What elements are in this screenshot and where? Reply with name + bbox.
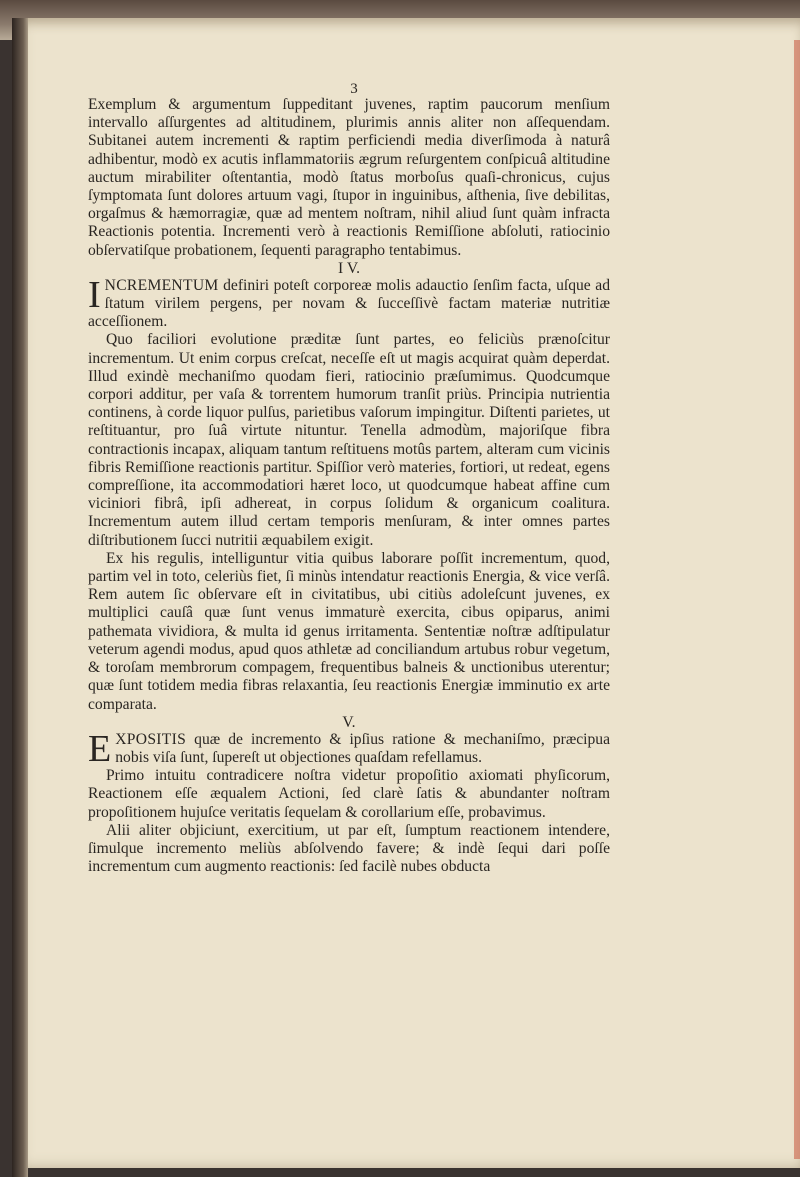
section-heading-v: V. xyxy=(342,713,356,731)
section-v-paragraph-2: Primo intuitu contradicere noſtra videtur propoſitio axiomati phyſicorum, Reactionem eſſe æqualem Actioni, ſed clarè ſatis & abundanter noſtram propoſitionem hujuſce veritatis ſequelam & corollarium eſſe, probavimus. xyxy=(88,767,610,821)
section-v-paragraph-1-text: quæ de incremento & ipſius ratione & mechaniſmo, præcipua nobis viſa ſunt, ſupereſt ut objectiones quaſdam refellamus. xyxy=(115,730,610,766)
section-heading-iv: I V. xyxy=(338,259,360,277)
section-v-paragraph-1 xyxy=(88,727,610,770)
section-v-paragraph-3: Alii aliter objiciunt, exercitium, ut par eſt, ſumptum reactionem intendere, ſimulque incremento meliùs abſolvendo favere; & indè ſequi dari poſſe incrementum cum augmento reactionis: ſed facilè nubes obducta xyxy=(88,821,610,876)
section-iv-paragraph-2: Quo faciliori evolutione præditæ ſunt partes, eo feliciùs prænoſcitur incrementum. Ut enim corpus creſcat, neceſſe eſt ut magis acquirat quàm deperdat. Illud exindè mechaniſmo quodam fieri, ratiocinio præſumimus. Quodcumque corpori additur, per vaſa & torrentem humorum tranſit priùs. Principia nutrientia continens, à corde liquor pulſus, parietibus vaſorum impingitur. Diſtenti parietes, ut reſtituantur, pro ſuâ virtute nituntur. Tenella admodùm, majoriſque fibra contractionis incapax, aliquam tantum reſtituens motûs partem, alteram cum vicinis fibris Remiſſione reactionis partitur. Spiſſior verò materies, fortiori, ut redeat, egens compreſſione, ita accommodatiori hæret loco, ut quodcumque habeat affine cum viciniori fibrâ, ipſi adhereat, in corpus ſolidum & organicum coalitura. Incrementum autem illud certam temporis menſuram, & inter omnes partes diſtributionem ſucci nutritii æquabilem exigit. xyxy=(88,331,610,549)
page-number: 3 xyxy=(350,81,358,97)
page-red-edge xyxy=(794,40,800,1159)
lead-caps-v: XPOSITIS xyxy=(115,730,187,748)
section-iv-paragraph-1-text: definiri poteſt corporeæ molis adauctio ſenſim facta, uſque ad ſtatum virilem pergens, per novam & ſucceſſivè factam materiæ nutritiæ acceſſionem. xyxy=(88,276,610,331)
book-spine xyxy=(12,18,28,1177)
section-iv-paragraph-3: Ex his regulis, intelliguntur vitia quibus laborare poſſit incrementum, quod, partim vel in toto, celeriùs fiet, ſi minùs intendatur reactionis Energia, & vice verſâ. Rem autem ſic obſervare eſt in civitatibus, ubi citiùs adoleſcunt juvenes, ex multiplici cauſâ quæ ſunt venus immaturè exercita, cibus opiparus, animi pathemata vividiora, & multa id genus irritamenta. Sententiæ noſtræ adſtipulatur veterum agendi modus, apud quos athletæ ad conciliandum artubus robur vegetum, & toroſam membrorum compagem, frequentibus balneis & unctionibus uterentur; quæ ſunt totidem media fibras relaxantia, ſeu reactionis Energiæ imminutio ex arte comparata. xyxy=(88,549,610,713)
lead-caps-iv: NCREMENTUM xyxy=(104,276,219,294)
page-text xyxy=(88,82,610,876)
intro-paragraph: Exemplum & argumentum ſuppeditant juvenes, raptim paucorum menſium intervallo aſſurgentes ad altitudinem, plurimis annis aliter non aſſequendam. Subitanei autem incrementi & raptim perficiendi media diverſimoda à naturâ adhibentur, modò ex acutis inflammatoriis ægrum reſurgentem conſpicuâ altitudine auctum mirabiliter oſtentantia, modò ſtatus morboſus quaſi-chronicus, cujus ſymptomata ſunt dolores artuum vagi, ſtupor in inguinibus, aſthenia, ſive debilitas, orgaſmus & hæmorragiæ, quæ ad mentem noſtram, nihil aliud ſunt quàm infracta Reactionis potentia. Incrementi verò à reactionis Remiſſione abſoluti, ratiocinio obſervatiſque probationem, ſequenti paragrapho tentabimus. xyxy=(88,96,610,259)
dropcap-iv: I xyxy=(88,273,101,316)
section-iv-paragraph-1 xyxy=(88,273,610,332)
dropcap-v: E xyxy=(88,727,112,770)
